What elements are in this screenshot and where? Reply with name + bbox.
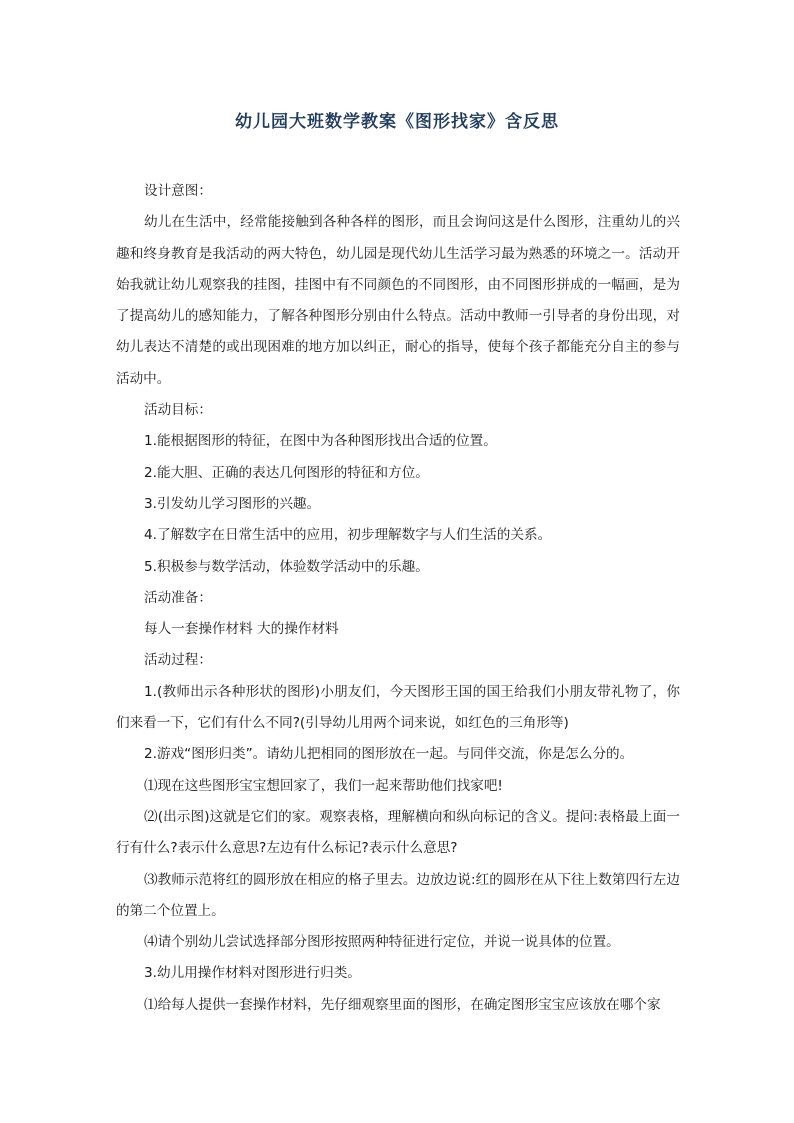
- paragraph: ⑷请个别幼儿尝试选择部分图形按照两种特征进行定位，并说一说具体的位置。: [144, 934, 620, 951]
- paragraph: 3.幼儿用操作材料对图形进行归类。: [144, 965, 361, 982]
- paragraph: 活动过程：: [144, 652, 212, 669]
- paragraph: 活动目标：: [144, 402, 212, 419]
- paragraph: 2.游戏“图形归类”。请幼儿把相同的图形放在一起。与同伴交流，你是怎么分的。: [144, 746, 634, 763]
- paragraph: 1.能根据图形的特征，在图中为各种图形找出合适的位置。: [144, 433, 497, 450]
- paragraph: 活动准备：: [144, 589, 212, 606]
- paragraph: ⑴现在这些图形宝宝想回家了，我们一起来帮助他们找家吧!: [144, 777, 503, 794]
- paragraph: 2.能大胆、正确的表达几何图形的特征和方位。: [144, 464, 429, 481]
- paragraph: 5.积极参与数学活动，体验数学活动中的乐趣。: [144, 558, 429, 575]
- paragraph: 3.引发幼儿学习图形的兴趣。: [144, 495, 321, 512]
- paragraph: ⑶教师示范将红的圆形放在相应的格子里去。边放边说:红的圆形在从下往上数第四行左边的第二个位置上。: [116, 871, 680, 919]
- paragraph: 1.(教师出示各种形状的图形)小朋友们，今天图形王国的国王给我们小朋友带礼物了，你们来看一下，它们有什么不同?(引导幼儿用两个词来说，如红色的三角形等): [116, 683, 680, 732]
- paragraph: 设计意图：: [144, 183, 212, 199]
- paragraph: ⑵(出示图)这就是它们的家。观察表格，理解横向和纵向标记的含义。提问:表格最上面一行有什么?表示什么意思?左边有什么标记?表示什么意思?: [116, 808, 680, 857]
- paragraph: 每人一套操作材料 大的操作材料: [144, 621, 339, 638]
- document-body: [116, 176, 680, 1021]
- paragraph: 幼儿在生活中，经常能接触到各种各样的图形，而且会询问这是什么图形，注重幼儿的兴趣和终身教育是我活动的两大特色，幼儿园是现代幼儿生活学习最为熟悉的环境之一。活动开始我就让幼儿观察我的挂图，挂图中有不同颜色的不同图形，由不同图形拼成的一幅画，是为了提高幼儿的感知能力，了解各种图形分别由什么特点。活动中教师一引导者的身份出现，对幼儿表达不清楚的或出现困难的地方加以纠正，耐心的指导，使每个孩子都能充分自主的参与活动中。: [116, 214, 680, 387]
- document-title: 幼儿园大班数学教案《图形找家》含反思: [235, 112, 559, 132]
- paragraph: 4.了解数字在日常生活中的应用，初步理解数字与人们生活的关系。: [144, 527, 552, 544]
- paragraph: ⑴给每人提供一套操作材料，先仔细观察里面的图形，在确定图形宝宝应该放在哪个家: [144, 996, 661, 1013]
